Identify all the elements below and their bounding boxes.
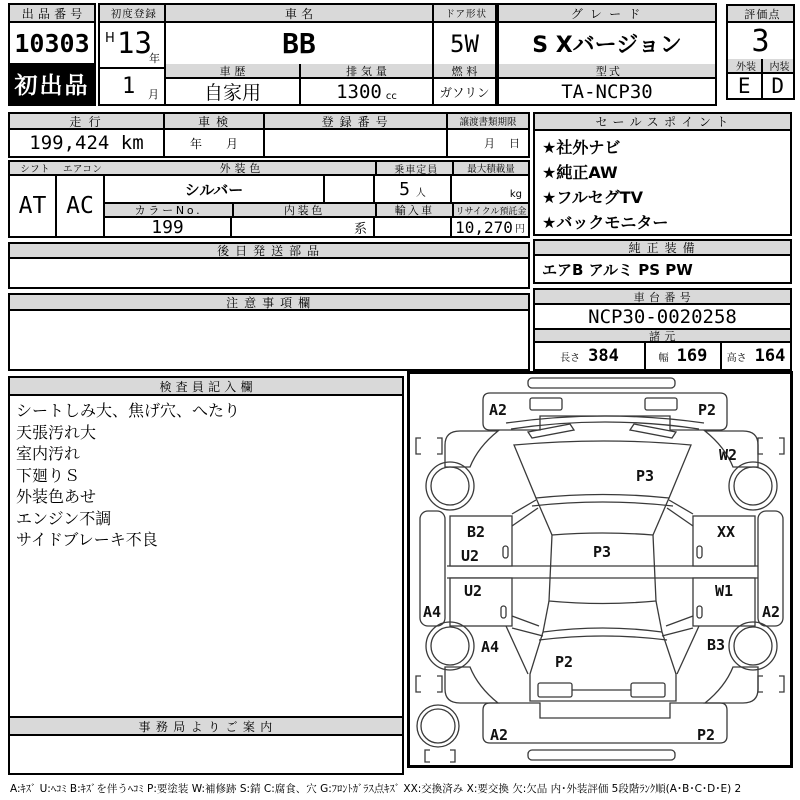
- inspection-label: 車検: [165, 114, 263, 130]
- mileage-box: [8, 112, 165, 158]
- length-value: 384: [588, 346, 619, 366]
- transfer-docs-box: [446, 112, 530, 158]
- history-label: 車歴: [166, 64, 299, 79]
- diagram-label-hatch: P2: [554, 653, 574, 671]
- diagram-label-rear-door-right: W1: [714, 582, 734, 600]
- exterior-grade: E: [737, 74, 751, 98]
- auction-number-box: [8, 3, 96, 106]
- max-load-label: 最大積載量: [452, 162, 528, 176]
- inspection-box: [163, 112, 265, 158]
- aircon-label: エアコン: [57, 162, 105, 176]
- diagram-label-front-door-left: U2: [460, 547, 480, 565]
- inspector-note-line: 室内汚れ: [16, 444, 81, 463]
- transfer-month-label: 月: [484, 137, 495, 150]
- diagram-label-front-door-right: XX: [716, 523, 736, 541]
- wheel-rear-right: [729, 622, 777, 670]
- recycle-deposit-unit: 円: [514, 224, 525, 235]
- bracket-mark: [437, 676, 442, 692]
- shift-value: AT: [10, 176, 57, 236]
- inspector-notes-box: [8, 376, 404, 775]
- interior-grade: D: [761, 74, 794, 98]
- spec-table: [8, 160, 530, 238]
- inspector-note-line: シートしみ大、焦げ穴、へたり: [16, 401, 241, 420]
- door-shape-box: [432, 3, 497, 106]
- bracket-mark: [437, 438, 442, 454]
- inspector-notes-label: 検査員記入欄: [10, 378, 402, 396]
- sales-point-item: ★純正AW: [542, 163, 618, 182]
- exterior-color-value: シルバー: [105, 176, 325, 202]
- car-name: BB: [282, 27, 316, 60]
- interior-color-label: 内装色: [232, 202, 375, 218]
- import-label: 輸入車: [375, 202, 452, 218]
- year-unit: 年: [149, 52, 160, 65]
- score-value: 3: [751, 23, 770, 59]
- sales-point-item: ★バックモニター: [542, 213, 669, 232]
- displacement-unit: cc: [385, 91, 397, 102]
- fuel-value: ガソリン: [439, 84, 490, 100]
- exterior-label: 外装: [728, 59, 761, 74]
- max-load-unit: kg: [509, 189, 522, 200]
- car-damage-diagram: [410, 374, 790, 765]
- inspector-note-line: 天張汚れ大: [16, 422, 97, 442]
- exterior-color-extra-cell: [325, 176, 375, 202]
- front-trim-bar: [528, 378, 675, 388]
- wheel-front-left: [426, 462, 474, 510]
- diagram-label-front-bumper-left: A2: [488, 401, 508, 419]
- auction-number-label: 出品番号: [10, 5, 94, 23]
- shift-label: シフト: [10, 162, 57, 176]
- bracket-mark: [416, 438, 421, 454]
- capacity-unit: 人: [415, 188, 426, 199]
- width-label: 幅: [658, 352, 669, 364]
- height-label: 高さ: [726, 352, 747, 364]
- first-registration-year-cell: [100, 23, 164, 69]
- exterior-color-label: 外装色: [105, 162, 375, 176]
- bracket-mark: [758, 676, 763, 692]
- first-registration-month: 1: [122, 74, 136, 99]
- height-value: 164: [754, 346, 786, 366]
- first-registration-box: [98, 3, 166, 106]
- interior-color-suffix: 系: [232, 218, 375, 236]
- model-code-label: 型式: [499, 64, 715, 79]
- chassis-number-label: 車台番号: [535, 290, 790, 305]
- rear-quarter-left: [445, 667, 498, 703]
- color-no-value: 199: [105, 218, 232, 236]
- sales-point-item: ★フルセグTV: [542, 188, 644, 207]
- grade-label: グレード: [499, 5, 715, 23]
- registration-number-label: 登録番号: [265, 114, 446, 130]
- color-no-label: カラーNo.: [105, 202, 232, 218]
- registration-number-box: [263, 112, 448, 158]
- auction-number: 10303: [14, 28, 90, 58]
- door-shape: 5W: [450, 29, 479, 58]
- registration-number-value: [265, 130, 446, 156]
- recycle-deposit-value: 10,270: [455, 218, 513, 236]
- diagram-label-sill-right: A2: [761, 603, 781, 621]
- car-name-label: 車名: [166, 5, 432, 23]
- later-parts-box: [8, 242, 530, 289]
- model-code: TA-NCP30: [561, 80, 653, 103]
- rear-bumper: [483, 703, 727, 743]
- transfer-docs-label: 譲渡書類期限: [448, 114, 528, 130]
- inspection-month-label: 月: [226, 136, 239, 151]
- first-listing-badge: 初出品: [10, 63, 94, 104]
- month-unit: 月: [148, 88, 159, 101]
- inspector-note-line: 下廻りＳ: [16, 465, 81, 485]
- inspection-year-label: 年: [189, 136, 202, 151]
- specs-label: 諸元: [535, 328, 790, 343]
- damage-diagram-box: [407, 371, 793, 768]
- sales-point-item: ★社外ナビ: [542, 138, 621, 157]
- rear-quarter-right: [705, 667, 758, 703]
- interior-label: 内装: [761, 59, 794, 74]
- wiper-right: [630, 424, 676, 438]
- mileage-value: 199,424 km: [29, 132, 144, 154]
- displacement-label: 排気量: [301, 64, 432, 79]
- score-box: [726, 4, 795, 100]
- diagram-label-front-door-left-outer: B2: [466, 523, 486, 541]
- bracket-mark: [416, 676, 421, 692]
- bracket-mark: [758, 438, 763, 454]
- capacity-value: 5: [399, 178, 410, 200]
- sales-points-box: [533, 112, 792, 236]
- inspector-note-line: サイドブレーキ不良: [16, 530, 158, 549]
- bracket-mark: [779, 676, 784, 692]
- spare-tire: [417, 705, 459, 747]
- bracket-mark: [425, 750, 430, 762]
- chassis-box: [533, 288, 792, 371]
- wheel-front-right: [729, 462, 777, 510]
- car-name-box: [164, 3, 434, 106]
- license-mount-left: [538, 683, 572, 697]
- capacity-label: 乗車定員: [375, 162, 452, 176]
- mileage-label: 走行: [10, 114, 163, 130]
- equipment-label: 純正装備: [535, 241, 790, 256]
- equipment-value: エアB アルミ PS PW: [542, 260, 693, 279]
- aircon-value: AC: [57, 176, 105, 236]
- diagram-label-rear-quarter-right: B3: [706, 636, 726, 654]
- diagram-label-front-bumper-right: P2: [697, 401, 717, 419]
- legend-text: A:ｷｽﾞ U:ﾍｺﾐ B:ｷｽﾞを伴うﾍｺﾐ P:要塗装 W:補修跡 S:錆 C:腐食、穴 G:ﾌﾛﾝﾄｶﾞﾗｽ点ｷｽﾞ XX:交換済み X:要交換 欠:欠品 内･外装評価 5段階ﾗﾝｸ順(A･B･C･D･E) 2: [10, 783, 742, 795]
- diagram-label-front-fender-right: W2: [718, 446, 738, 464]
- windshield: [514, 441, 691, 498]
- cautions-box: [8, 293, 530, 371]
- door-shape-label: ドア形状: [434, 5, 495, 23]
- grade-value: S Xバージョン: [532, 33, 682, 58]
- office-info-label: 事務局よりご案内: [10, 716, 402, 736]
- era-letter: H: [105, 31, 115, 46]
- first-registration-year: 13: [117, 26, 152, 60]
- inspector-note-line: エンジン不調: [16, 508, 112, 528]
- transfer-day-label: 日: [509, 137, 520, 150]
- import-value: [375, 218, 452, 236]
- license-mount-right: [631, 683, 665, 697]
- chassis-number: NCP30-0020258: [588, 305, 737, 328]
- rear-trim-bar: [528, 750, 675, 760]
- diagram-label-rear-bumper-left: A2: [489, 726, 509, 744]
- score-label: 評価点: [728, 6, 793, 23]
- bracket-mark: [779, 438, 784, 454]
- wheel-rear-left: [426, 622, 474, 670]
- diagram-label-sill-left: A4: [422, 603, 442, 621]
- displacement-value: 1300: [336, 80, 382, 103]
- front-bumper: [483, 393, 727, 430]
- first-registration-label: 初度登録: [100, 5, 164, 23]
- diagram-label-rear-quarter-left: A4: [480, 638, 500, 656]
- diagram-label-rear-bumper-right: P2: [696, 726, 716, 744]
- bracket-mark: [450, 750, 455, 762]
- cautions-label: 注意事項欄: [10, 295, 528, 311]
- sales-points-label: セールスポイント: [535, 114, 790, 131]
- diagram-label-roof: P3: [592, 543, 612, 561]
- later-parts-label: 後日発送部品: [10, 244, 528, 259]
- equipment-box: [533, 239, 792, 284]
- inspector-note-line: 外装色あせ: [16, 487, 97, 506]
- length-label: 長さ: [560, 352, 581, 364]
- front-garnish-left: [530, 398, 562, 410]
- width-value: 169: [676, 346, 708, 366]
- grade-box: [497, 3, 717, 106]
- diagram-label-rear-door-left: U2: [463, 582, 483, 600]
- first-registration-month-cell: [100, 71, 164, 104]
- history-value: 自家用: [203, 82, 261, 104]
- front-garnish-right: [645, 398, 677, 410]
- fuel-label: 燃料: [434, 64, 495, 79]
- diagram-label-windshield: P3: [635, 467, 655, 485]
- recycle-deposit-label: リサイクル預託金: [452, 202, 528, 218]
